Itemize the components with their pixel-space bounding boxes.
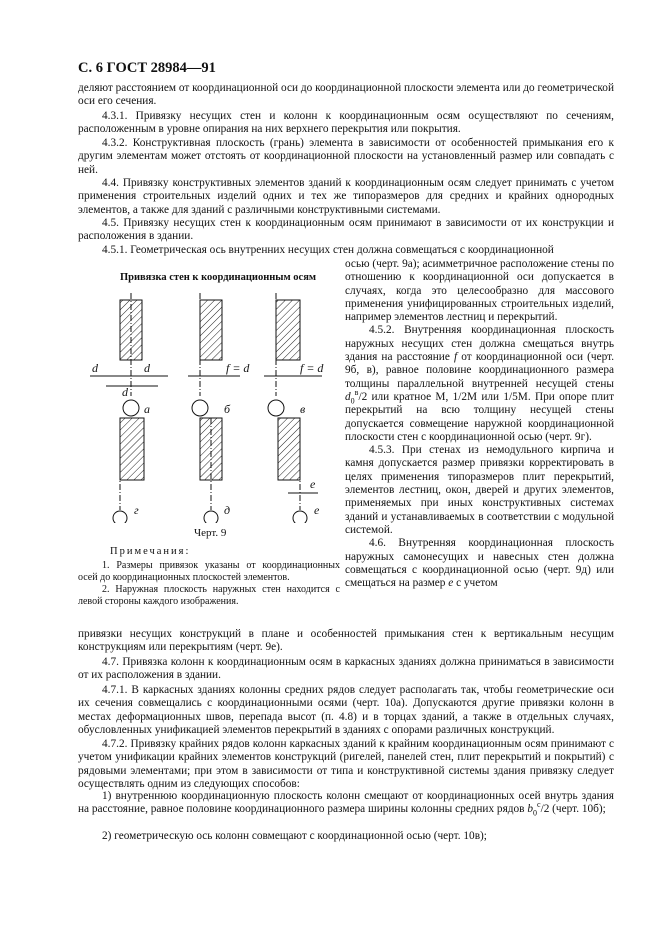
wall-e <box>278 418 300 480</box>
page-header: С. 6 ГОСТ 28984—91 <box>78 60 216 76</box>
paragraph-4-5: 4.5. Привязку несущих стен к координационным осям принимают в зависимости от их конструкции и расположения в здании. <box>78 217 614 243</box>
note-1: 1. Размеры привязок указаны от координационных осей до координационных плоскостей элементов. <box>78 560 340 583</box>
label-g: г <box>134 503 139 517</box>
axis-marker-b <box>192 400 208 416</box>
figure-title: Привязка стен к координационным осям <box>120 272 317 283</box>
paragraph-4-5-1-lead: 4.5.1. Геометрическая ось внутренних несущих стен должна совмещаться с координационной <box>102 244 554 256</box>
text-4-5-2-a: 4.5.2. Внутренняя координационная плоскость наружных несущих стен должна смещаться внутрь здания на расстояние <box>345 324 614 364</box>
label-a: а <box>144 402 150 416</box>
text-method-1-a: 1) внутреннюю координационную плоскость колонн смещают от координационных осей внутрь здания на расстояние, равное половине координационного размера ширины колонны средних рядов <box>78 790 614 816</box>
text-4-5-2-b: от координационной оси (черт. 9б, в), равное половине координационного размера толщины параллельной внутренней несущей стены <box>345 351 615 390</box>
dim-label-left: d <box>92 361 98 375</box>
fraction-fifth: 1/5 <box>503 390 518 403</box>
right-column <box>345 258 614 590</box>
symbol-d: d <box>345 390 351 403</box>
label-d: д <box>224 503 231 517</box>
f-label-b: f = d <box>226 361 250 375</box>
wall-b <box>200 300 222 360</box>
symbol-b: b <box>527 803 533 816</box>
paragraph-4-7-2: 4.7.2. Привязку крайних рядов колонн каркасных зданий к крайним координационным осям принимают с учетом унификации крайних элементов конструкций (ригелей, панелей стен, плит перекрытий и покрытий) с рядовыми элементами; при этом в зависимости от типа и конструктивной системы здания привязку следует осуществлять одним из следующих способов: <box>78 738 614 790</box>
axis-marker-g <box>113 511 127 523</box>
figure-9-drawing <box>78 288 343 523</box>
text-4-6-b: с учетом <box>456 577 498 590</box>
paragraph-4-6 <box>345 537 614 590</box>
paragraph-4-4: 4.4. Привязку конструктивных элементов зданий к координационным осям следует принимать с учетом применения строительных изделий одних и тех же типоразмеров для средних и крайних однородных элементов, а также для зданий с различными конструктивными системами. <box>78 177 614 216</box>
e-dim-label: е <box>310 477 316 491</box>
dim-label-bottom: d <box>122 385 128 399</box>
symbol-f: f <box>453 351 458 364</box>
paragraph-4-5-3: 4.5.3. При стенах из немодульного кирпича и камня допускается размер привязки корректировать в целях применения типоразмеров плит перекрытий, элементов лестниц, окон, дверей и других элементов, применяемых при иных конструктивных системах зданий и устанавливаемых в соответствии с модульной системой. <box>345 444 614 536</box>
text-4-5-2-m2: М. При опоре плит перекрытий на всю толщину несущей стены допускается совмещение наружной координационной плоскости стен с координационной осью (черт. 9г). <box>345 390 615 443</box>
f-label-v: f = d <box>300 361 324 375</box>
paragraph-intro: деляют расстоянием от координационной оси до координационной плоскости элемента или до геометрической оси его сечения. <box>78 82 614 108</box>
symbol-d-sup: в <box>354 388 359 398</box>
text-method-1-c: /2 (черт. 10б); <box>540 803 606 816</box>
paragraph-method-2: 2) геометрическую ось колонн совмещают с координационной осью (черт. 10в); <box>102 830 487 842</box>
symbol-e: е <box>448 577 454 590</box>
symbol-b-sup: с <box>537 800 541 810</box>
wall-v <box>276 300 300 360</box>
axis-marker-a <box>123 400 139 416</box>
paragraph-4-3-1: 4.3.1. Привязку несущих стен и колонн к координационным осям осуществляют по сечениям, расположенным в уровне опирания на них верхнего перекрытия или покрытия. <box>78 110 614 136</box>
label-b: б <box>224 402 231 416</box>
notes-heading: Примечания: <box>110 546 191 557</box>
text-4-5-2-m1: М или <box>467 390 500 403</box>
fraction-half: 1/2 <box>452 390 468 403</box>
symbol-b-sub: 0 <box>533 808 537 818</box>
paragraph-4-7-1: 4.7.1. В каркасных зданиях колонны средних рядов следует располагать так, чтобы геометрические оси их сечения совмещались с координационными осями (черт. 10а). Допускаются другие привязки колонн в местах деформационных швов, перепада высот (п. 4.8) и в торцах зданий, а также в отдельных случаях, обусловленных унификацией элементов перекрытий в зданиях с опорами различных конструкций. <box>78 684 614 736</box>
paragraph-4-3-2: 4.3.2. Конструктивная плоскость (грань) элемента в зависимости от особенностей примыкания его к другим элементам может отстоять от координационной плоскости на установленный размер или совпадать с ней. <box>78 137 614 176</box>
paragraph-4-5-2 <box>345 324 614 444</box>
dim-label-right: d <box>144 361 150 375</box>
figure-caption: Черт. 9 <box>194 527 227 539</box>
axis-marker-v <box>268 400 284 416</box>
paragraph-4-7: 4.7. Привязка колонн к координационным осям в каркасных зданиях должна приниматься в зависимости от их расположения в здании. <box>78 656 614 682</box>
paragraph-4-6-cont: привязки несущих конструкций в плане и особенностей примыкания стен к вертикальным несущим конструкциям или перекрытиям (черт. 9е). <box>78 628 614 654</box>
axis-marker-e <box>293 511 307 523</box>
paragraph-4-5-1-cont: осью (черт. 9а); асимметричное расположение стены по отношению к координационной оси допускается в случаях, когда это целесообразно для массового применения унифицированных строительных изделий, например элементов лестниц и перекрытий. <box>345 258 614 324</box>
symbol-d-sub: 0 <box>350 396 355 406</box>
text-4-5-2-c: /2 или кратное М, <box>358 390 449 403</box>
paragraph-method-1 <box>78 790 614 817</box>
axis-marker-d <box>204 511 218 523</box>
wall-g <box>120 418 144 480</box>
text-4-6-a: 4.6. Внутренняя координационная плоскость наружных самонесущих и навесных стен должна совмещаться с координационной осью (черт. 9д) или смещаться на размер <box>345 537 614 590</box>
label-v: в <box>300 402 306 416</box>
label-e: е <box>314 503 320 517</box>
note-2: 2. Наружная плоскость наружных стен находится с левой стороны каждого изображения. <box>78 584 340 607</box>
